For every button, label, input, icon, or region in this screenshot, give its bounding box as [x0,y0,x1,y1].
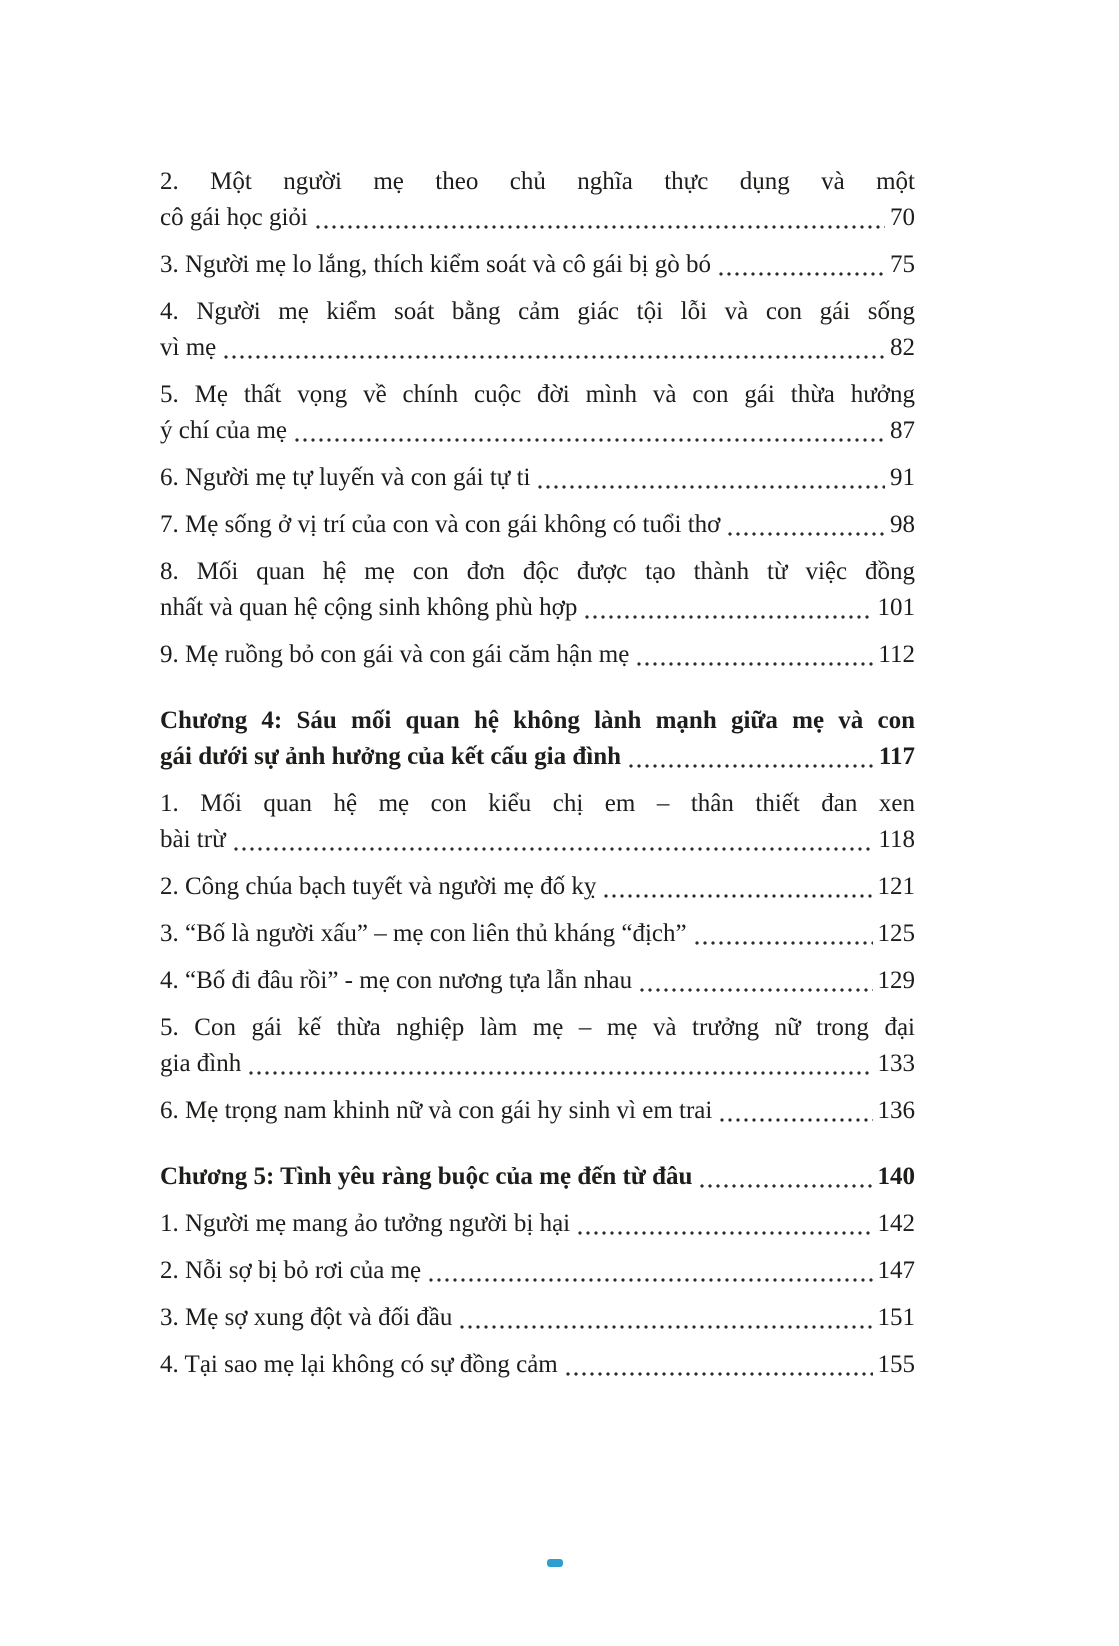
toc-entry-lastline [160,916,915,952]
toc-entry-line: 1. Mối quan hệ mẹ con kiểu chị em – thân thiết đan xen [160,790,915,817]
leader-dots [717,270,885,278]
toc-entry-line: 5. Con gái kế thừa nghiệp làm mẹ – mẹ và trưởng nữ trong đại [160,1014,915,1041]
toc-entry-lastline [160,637,915,673]
toc-entry-lastline [160,200,915,236]
toc-entry [160,507,915,543]
toc-entry-text: 2. Công chúa bạch tuyết và người mẹ đố kỵ [160,873,597,900]
leader-dots [427,1276,872,1284]
toc-entry-text: cô gái học giỏi [160,204,308,231]
page-number: 82 [890,334,915,361]
toc-entry-text: Chương 5: Tình yêu ràng buộc của mẹ đến từ đâu [160,1163,693,1190]
leader-dots [583,613,872,621]
chapter-heading [160,1159,915,1195]
toc-entry [160,869,915,905]
toc-entry-line: 4. Người mẹ kiểm soát bằng cảm giác tội lỗi và con gái sống [160,298,915,325]
leader-dots [247,1069,872,1077]
page-number: 155 [877,1351,915,1378]
toc-entry-lastline [160,1093,915,1129]
leader-dots [718,1116,872,1124]
toc-entry [160,460,915,496]
toc-entry-text: 2. Nỗi sợ bị bỏ rơi của mẹ [160,1257,422,1284]
leader-dots [698,1182,872,1190]
page-number: 147 [877,1257,915,1284]
toc-entry [160,786,915,858]
toc-entry-text: 4. “Bố đi đâu rồi” - mẹ con nương tựa lẫn nhau [160,967,633,994]
toc-entry-lastline [160,739,915,775]
page-number: 142 [877,1210,915,1237]
toc-entry [160,637,915,673]
toc-entry-text: 7. Mẹ sống ở vị trí của con và con gái không có tuổi thơ [160,511,721,538]
leader-dots [627,762,874,770]
page-number: 117 [878,743,915,770]
toc-entry-lastline [160,460,915,496]
leader-dots [222,353,885,361]
toc-entry [160,1093,915,1129]
page-number: 98 [890,511,915,538]
page-number: 136 [877,1097,915,1124]
toc-entry-text: 3. Người mẹ lo lắng, thích kiểm soát và cô gái bị gò bó [160,251,711,278]
page-number: 75 [890,251,915,278]
toc-section [160,703,915,1129]
toc-entry [160,164,915,236]
leader-dots [726,530,885,538]
toc-entry-text: 3. “Bố là người xấu” – mẹ con liên thủ kháng “địch” [160,920,687,947]
toc-entry-lastline [160,869,915,905]
page-number: 101 [877,594,915,621]
toc-entry [160,1347,915,1383]
page-number: 125 [877,920,915,947]
page-number: 140 [877,1163,915,1190]
toc-entry-lastline [160,1300,915,1336]
toc-entry-text: bài trừ [160,826,226,853]
toc-section [160,164,915,673]
toc-entry-line: 8. Mối quan hệ mẹ con đơn độc được tạo thành từ việc đồng [160,558,915,585]
page-number: 91 [890,464,915,491]
page-number: 151 [877,1304,915,1331]
toc-entry-text: 1. Người mẹ mang ảo tưởng người bị hại [160,1210,571,1237]
toc-entry-text: 4. Tại sao mẹ lại không có sự đồng cảm [160,1351,558,1378]
leader-dots [458,1323,872,1331]
page-number: 87 [890,417,915,444]
toc-entry-text: nhất và quan hệ cộng sinh không phù hợp [160,594,578,621]
toc-entry-text: ý chí của mẹ [160,417,288,444]
toc-entry [160,963,915,999]
toc-entry-text: 9. Mẹ ruồng bỏ con gái và con gái căm hận mẹ [160,641,630,668]
toc-entry-lastline [160,1159,915,1195]
page-number: 70 [890,204,915,231]
leader-dots [638,986,872,994]
leader-dots [602,892,872,900]
toc-entry-lastline [160,590,915,626]
toc-section [160,1159,915,1383]
page-number: 118 [878,826,915,853]
toc-entry-text: 6. Mẹ trọng nam khinh nữ và con gái hy sinh vì em trai [160,1097,713,1124]
toc-entry [160,554,915,626]
toc-entry [160,294,915,366]
toc-entry-lastline [160,963,915,999]
chapter-heading [160,703,915,775]
toc-entry-lastline [160,1046,915,1082]
toc-entry-line: 2. Một người mẹ theo chủ nghĩa thực dụng và một [160,168,915,195]
page-number: 133 [877,1050,915,1077]
page-number: 121 [877,873,915,900]
leader-dots [564,1370,873,1378]
toc-entry-lastline [160,330,915,366]
toc-entry [160,1253,915,1289]
toc-entry [160,1206,915,1242]
toc-entry-lastline [160,1253,915,1289]
toc-entry-line: 5. Mẹ thất vọng về chính cuộc đời mình và con gái thừa hưởng [160,381,915,408]
page-number: 112 [878,641,915,668]
toc-entry-lastline [160,247,915,283]
toc-entry-line: Chương 4: Sáu mối quan hệ không lành mạnh giữa mẹ và con [160,707,915,734]
leader-dots [536,483,885,491]
leader-dots [232,845,874,853]
toc-entry [160,1300,915,1336]
leader-dots [635,660,873,668]
page-number: 129 [877,967,915,994]
toc-entry-lastline [160,1206,915,1242]
leader-dots [293,436,885,444]
toc-entry [160,916,915,952]
toc-entry [160,377,915,449]
toc-entry-lastline [160,507,915,543]
toc-entry-lastline [160,413,915,449]
toc-entry-lastline [160,822,915,858]
leader-dots [576,1229,872,1237]
leader-dots [693,939,873,947]
scan-artifact-mark [547,1559,563,1567]
table-of-contents [160,164,915,1394]
leader-dots [314,223,885,231]
toc-entry-text: gia đình [160,1050,242,1077]
toc-entry-text: vì mẹ [160,334,217,361]
toc-entry-text: 3. Mẹ sợ xung đột và đối đầu [160,1304,453,1331]
toc-entry-text: gái dưới sự ảnh hưởng của kết cấu gia đình [160,743,622,770]
toc-entry-lastline [160,1347,915,1383]
toc-entry [160,247,915,283]
toc-entry [160,1010,915,1082]
toc-entry-text: 6. Người mẹ tự luyến và con gái tự ti [160,464,531,491]
